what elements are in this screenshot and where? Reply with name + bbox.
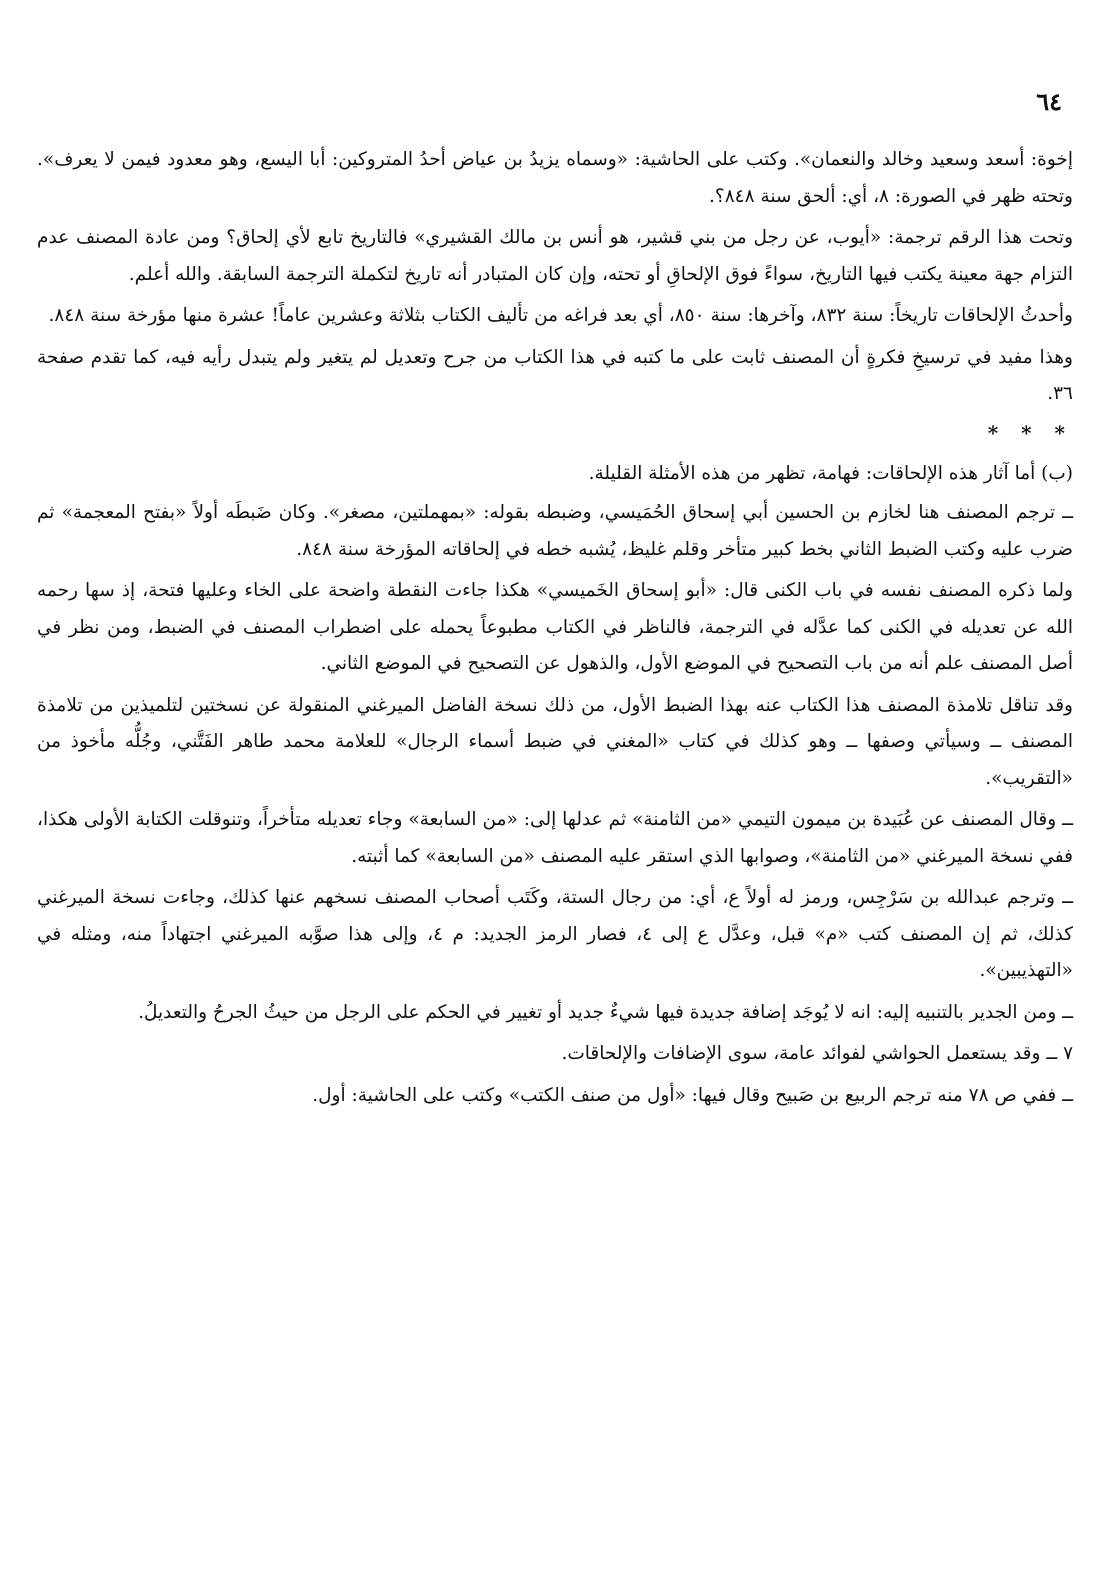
paragraph: ــ ومن الجدير بالتنبيه إليه: انه لا يُوجَد إضافة جديدة فيها شيءٌ جديد أو تغيير في الحكم على الرجل من حيثُ الجرحُ والتعديلُ. bbox=[138, 1001, 1073, 1023]
paragraph: ــ وقال المصنف عن عُبَيدة بن ميمون التيمي «من الثامنة» ثم عدلها إلى: «من السابعة» وجاء تعديله متأخراً، وتنوقلت الكتابة الأولى هكذا، ففي نسخة الميرغني «من الثامنة»، وصوابها الذي استقر عليه المصنف «من السابعة» كما أثبته. bbox=[37, 809, 1073, 867]
paragraph: إخوة: أسعد وسعيد وخالد والنعمان». وكتب على الحاشية: «وسماه يزيدُ بن عياض أحدُ المتروكين: أبا اليسع، وهو معدود فيمن لا يعرف». وتحته ظهر في الصورة: ٨، أي: ألحق سنة ٨٤٨؟. bbox=[37, 149, 1073, 207]
paragraph: ــ ترجم المصنف هنا لخازم بن الحسين أبي إسحاق الحُمَيسي، وضبطه بقوله: «بمهملتين، مصغر». وكان ضَبطَه أولاً «بفتح المعجمة» ثم ضرب عليه وكتب الضبط الثاني بخط كبير متأخر وقلم غليظ، يُشبه خطه في إلحاقاته المؤرخة سنة ٨٤٨. bbox=[37, 502, 1073, 560]
section-separator: * * * bbox=[987, 420, 1073, 445]
paragraph: ــ ففي ص ٧٨ منه ترجم الربيع بن صَبيح وقال فيها: «أول من صنف الكتب» وكتب على الحاشية: أول. bbox=[312, 1084, 1073, 1106]
paragraph: ــ وترجم عبدالله بن سَرْجِس، ورمز له أولاً ع، أي: من رجال الستة، وكَتَب أصحاب المصنف نسخهم عنها كذلك، وجاءت نسخة الميرغني كذلك، ثم إن المصنف كتب «م» قبل، وعدَّل ع إلى ٤، فصار الرمز الجديد: م ٤، وإلى هذا صوَّبه الميرغني اجتهاداً منه، ومثله في «التهذيبين». bbox=[37, 887, 1073, 981]
paragraph: وتحت هذا الرقم ترجمة: «أيوب، عن رجل من بني قشير، هو أنس بن مالك القشيري» فالتاريخ تابع لأي إلحاق؟ ومن عادة المصنف عدم التزام جهة معينة يكتب فيها التاريخ، سواءً فوق الإلحاقِ أو تحته، وإن كان المتبادر أنه تاريخ لتكملة الترجمة السابقة. والله أعلم. bbox=[37, 227, 1073, 285]
paragraph: ٧ ــ وقد يستعمل الحواشي لفوائد عامة، سوى الإضافات والإلحاقات. bbox=[561, 1043, 1073, 1064]
body-text bbox=[37, 142, 1073, 1117]
paragraph: (ب) أما آثار هذه الإلحاقات: فهامة، تظهر من هذه الأمثلة القليلة. bbox=[588, 462, 1073, 484]
paragraph: وهذا مفيد في ترسيخِ فكرةٍ أن المصنف ثابت على ما كتبه في هذا الكتاب من جرح وتعديل لم يتغير ولم يتبدل رأيه فيه، كما تقدم صفحة ٣٦. bbox=[37, 346, 1073, 404]
paragraph: وقد تناقل تلامذة المصنف هذا الكتاب عنه بهذا الضبط الأول، من ذلك نسخة الفاضل الميرغني المنقولة عن نسختين لتلميذين من تلامذة المصنف ــ وسيأتي وصفها ــ وهو كذلك في كتاب «المغني في ضبط أسماء الرجال» للعلامة محمد طاهر الفَتَّني، وجُلُّه مأخوذ من «التقريب». bbox=[37, 694, 1073, 789]
paragraph: وأحدثُ الإلحاقات تاريخاً: سنة ٨٣٢، وآخرها: سنة ٨٥٠، أي بعد فراغه من تأليف الكتاب بثلاثة وعشرين عاماً! عشرة منها مؤرخة سنة ٨٤٨. bbox=[48, 305, 1073, 326]
page-number: ٦٤ bbox=[1036, 87, 1062, 116]
paragraph: ولما ذكره المصنف نفسه في باب الكنى قال: «أبو إسحاق الخَميسي» هكذا جاءت النقطة واضحة على الخاء وعليها فتحة، إذ سها رحمه الله عن تعديله في الكنى كما عدَّله في الترجمة، فالناظر في الكتاب مطبوعاً يحمله على اضطراب المصنف في الضبط، ومن نظر في أصل المصنف علم أنه من باب التصحيح في الموضع الأول، والذهول عن التصحيح في الموضع الثاني. bbox=[37, 580, 1073, 674]
